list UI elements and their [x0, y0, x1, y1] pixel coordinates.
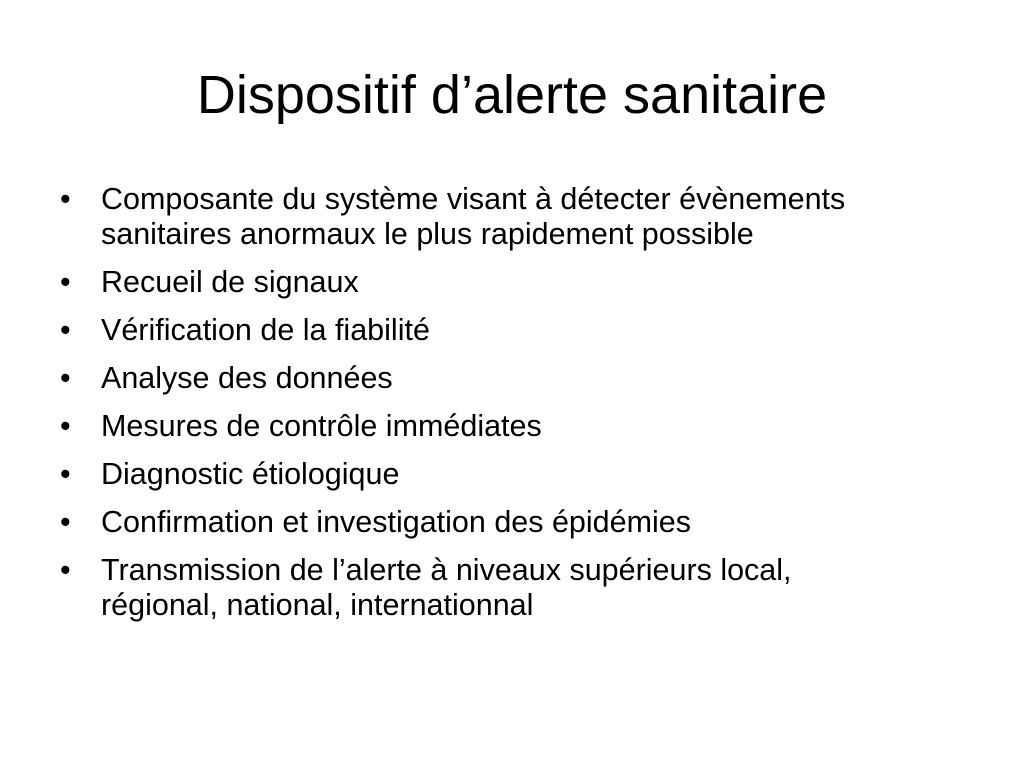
bullet-text: Vérification de la fiabilité [101, 313, 430, 347]
bullet-text: Confirmation et investigation des épidémies [101, 505, 691, 539]
bullet-text: Analyse des données [101, 361, 393, 395]
bullet-marker-icon: • [60, 553, 71, 587]
bullet-marker-icon: • [60, 182, 71, 216]
bullet-text: Recueil de signaux [101, 265, 359, 299]
bullet-marker-icon: • [60, 505, 71, 539]
bullet-item [60, 505, 960, 540]
bullet-item [60, 409, 960, 444]
bullet-marker-icon: • [60, 313, 71, 347]
slide-title: Dispositif d’alerte sanitaire [196, 65, 828, 125]
bullet-marker-icon: • [60, 361, 71, 395]
bullet-item [60, 553, 960, 623]
bullet-text: Mesures de contrôle immédiates [101, 409, 542, 443]
bullet-item [60, 457, 960, 492]
bullet-item [60, 361, 960, 396]
bullet-item [60, 182, 960, 252]
bullet-list [60, 182, 960, 636]
bullet-item [60, 265, 960, 300]
bullet-marker-icon: • [60, 265, 71, 299]
bullet-text: Diagnostic étiologique [101, 457, 400, 491]
bullet-marker-icon: • [60, 457, 71, 491]
bullet-text: Transmission de l’alerte à niveaux supérieurs local, régional, national, internationnal [101, 553, 792, 622]
bullet-text: Composante du système visant à détecter évènements sanitaires anormaux le plus rapidement possible [101, 182, 846, 251]
bullet-item [60, 313, 960, 348]
bullet-marker-icon: • [60, 409, 71, 443]
